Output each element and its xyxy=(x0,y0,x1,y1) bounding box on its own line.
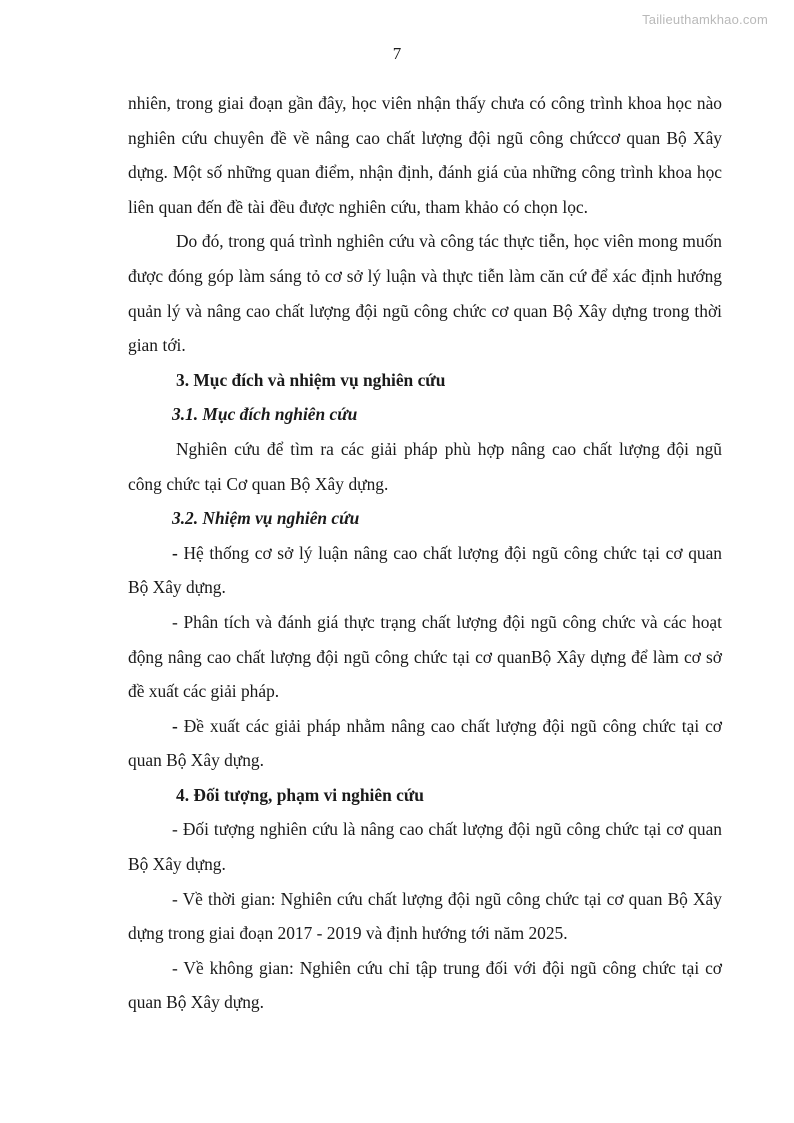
list-item-text: Về thời gian: Nghiên cứu chất lượng đội ngũ công chức tại cơ quan Bộ Xây dựng trong giai đoạn 2017 - 2019 và định hướng tới năm 2025. xyxy=(128,888,722,944)
paragraph-muc-dich: Nghiên cứu để tìm ra các giải pháp phù hợp nâng cao chất lượng đội ngũ công chức tại Cơ quan Bộ Xây dựng. xyxy=(128,438,722,494)
dash-marker: - xyxy=(172,542,178,563)
list-item-text: Đối tượng nghiên cứu là nâng cao chất lượng đội ngũ công chức tại cơ quan Bộ Xây dựng. xyxy=(128,819,722,875)
heading-section-4: 4. Đối tượng, phạm vi nghiên cứu xyxy=(176,784,424,805)
list-item-text: Phân tích và đánh giá thực trạng chất lượng đội ngũ công chức và các hoạt động nâng cao chất lượng đội ngũ công chức tại cơ quanBộ Xây dựng để làm cơ sở đề xuất các giải pháp. xyxy=(128,611,722,702)
page-body xyxy=(128,86,722,1020)
dash-marker: - xyxy=(172,715,178,736)
paragraph-do-do: Do đó, trong quá trình nghiên cứu và công tác thực tiễn, học viên mong muốn được đóng góp làm sáng tỏ cơ sở lý luận và thực tiễn làm căn cứ để xác định hướng quản lý và nâng cao chất lượng đội ngũ công chức cơ quan Bộ Xây dựng trong thời gian tới. xyxy=(128,231,722,356)
list-item-text: Về không gian: Nghiên cứu chỉ tập trung đối với đội ngũ công chức tại cơ quan Bộ Xây dựng. xyxy=(128,957,722,1013)
list-item-text: Hệ thống cơ sở lý luận nâng cao chất lượng đội ngũ công chức tại cơ quan Bộ Xây dựng. xyxy=(128,542,722,598)
list-item-text: Đề xuất các giải pháp nhằm nâng cao chất lượng đội ngũ công chức tại cơ quan Bộ Xây dựng. xyxy=(128,715,722,771)
paragraph-continuation: nhiên, trong giai đoạn gần đây, học viên nhận thấy chưa có công trình khoa học nào nghiên cứu chuyên đề về nâng cao chất lượng đội ngũ công chứccơ quan Bộ Xây dựng. Một số những quan điểm, nhận định, đánh giá của những công trình khoa học liên quan đến đề tài đều được nghiên cứu, tham khảo có chọn lọc. xyxy=(128,93,722,217)
list-item-nhiem-vu-2 xyxy=(128,605,722,709)
page-number: 7 xyxy=(392,44,402,63)
list-item-nhiem-vu-3 xyxy=(128,709,722,778)
heading-section-3-1: 3.1. Mục đích nghiên cứu xyxy=(172,404,358,425)
dash-marker: - xyxy=(172,819,178,840)
dash-marker: - xyxy=(172,888,178,909)
dash-marker: - xyxy=(172,611,178,632)
dash-marker: - xyxy=(172,957,178,978)
heading-section-3-2: 3.2. Nhiệm vụ nghiên cứu xyxy=(172,508,360,529)
list-item-doi-tuong-2 xyxy=(128,882,722,951)
list-item-nhiem-vu-1 xyxy=(128,536,722,605)
watermark-text: Tailieuthamkhao.com xyxy=(642,12,768,27)
heading-section-3: 3. Mục đích và nhiệm vụ nghiên cứu xyxy=(176,369,446,390)
list-item-doi-tuong-3 xyxy=(128,951,722,1020)
list-item-doi-tuong-1 xyxy=(128,812,722,881)
